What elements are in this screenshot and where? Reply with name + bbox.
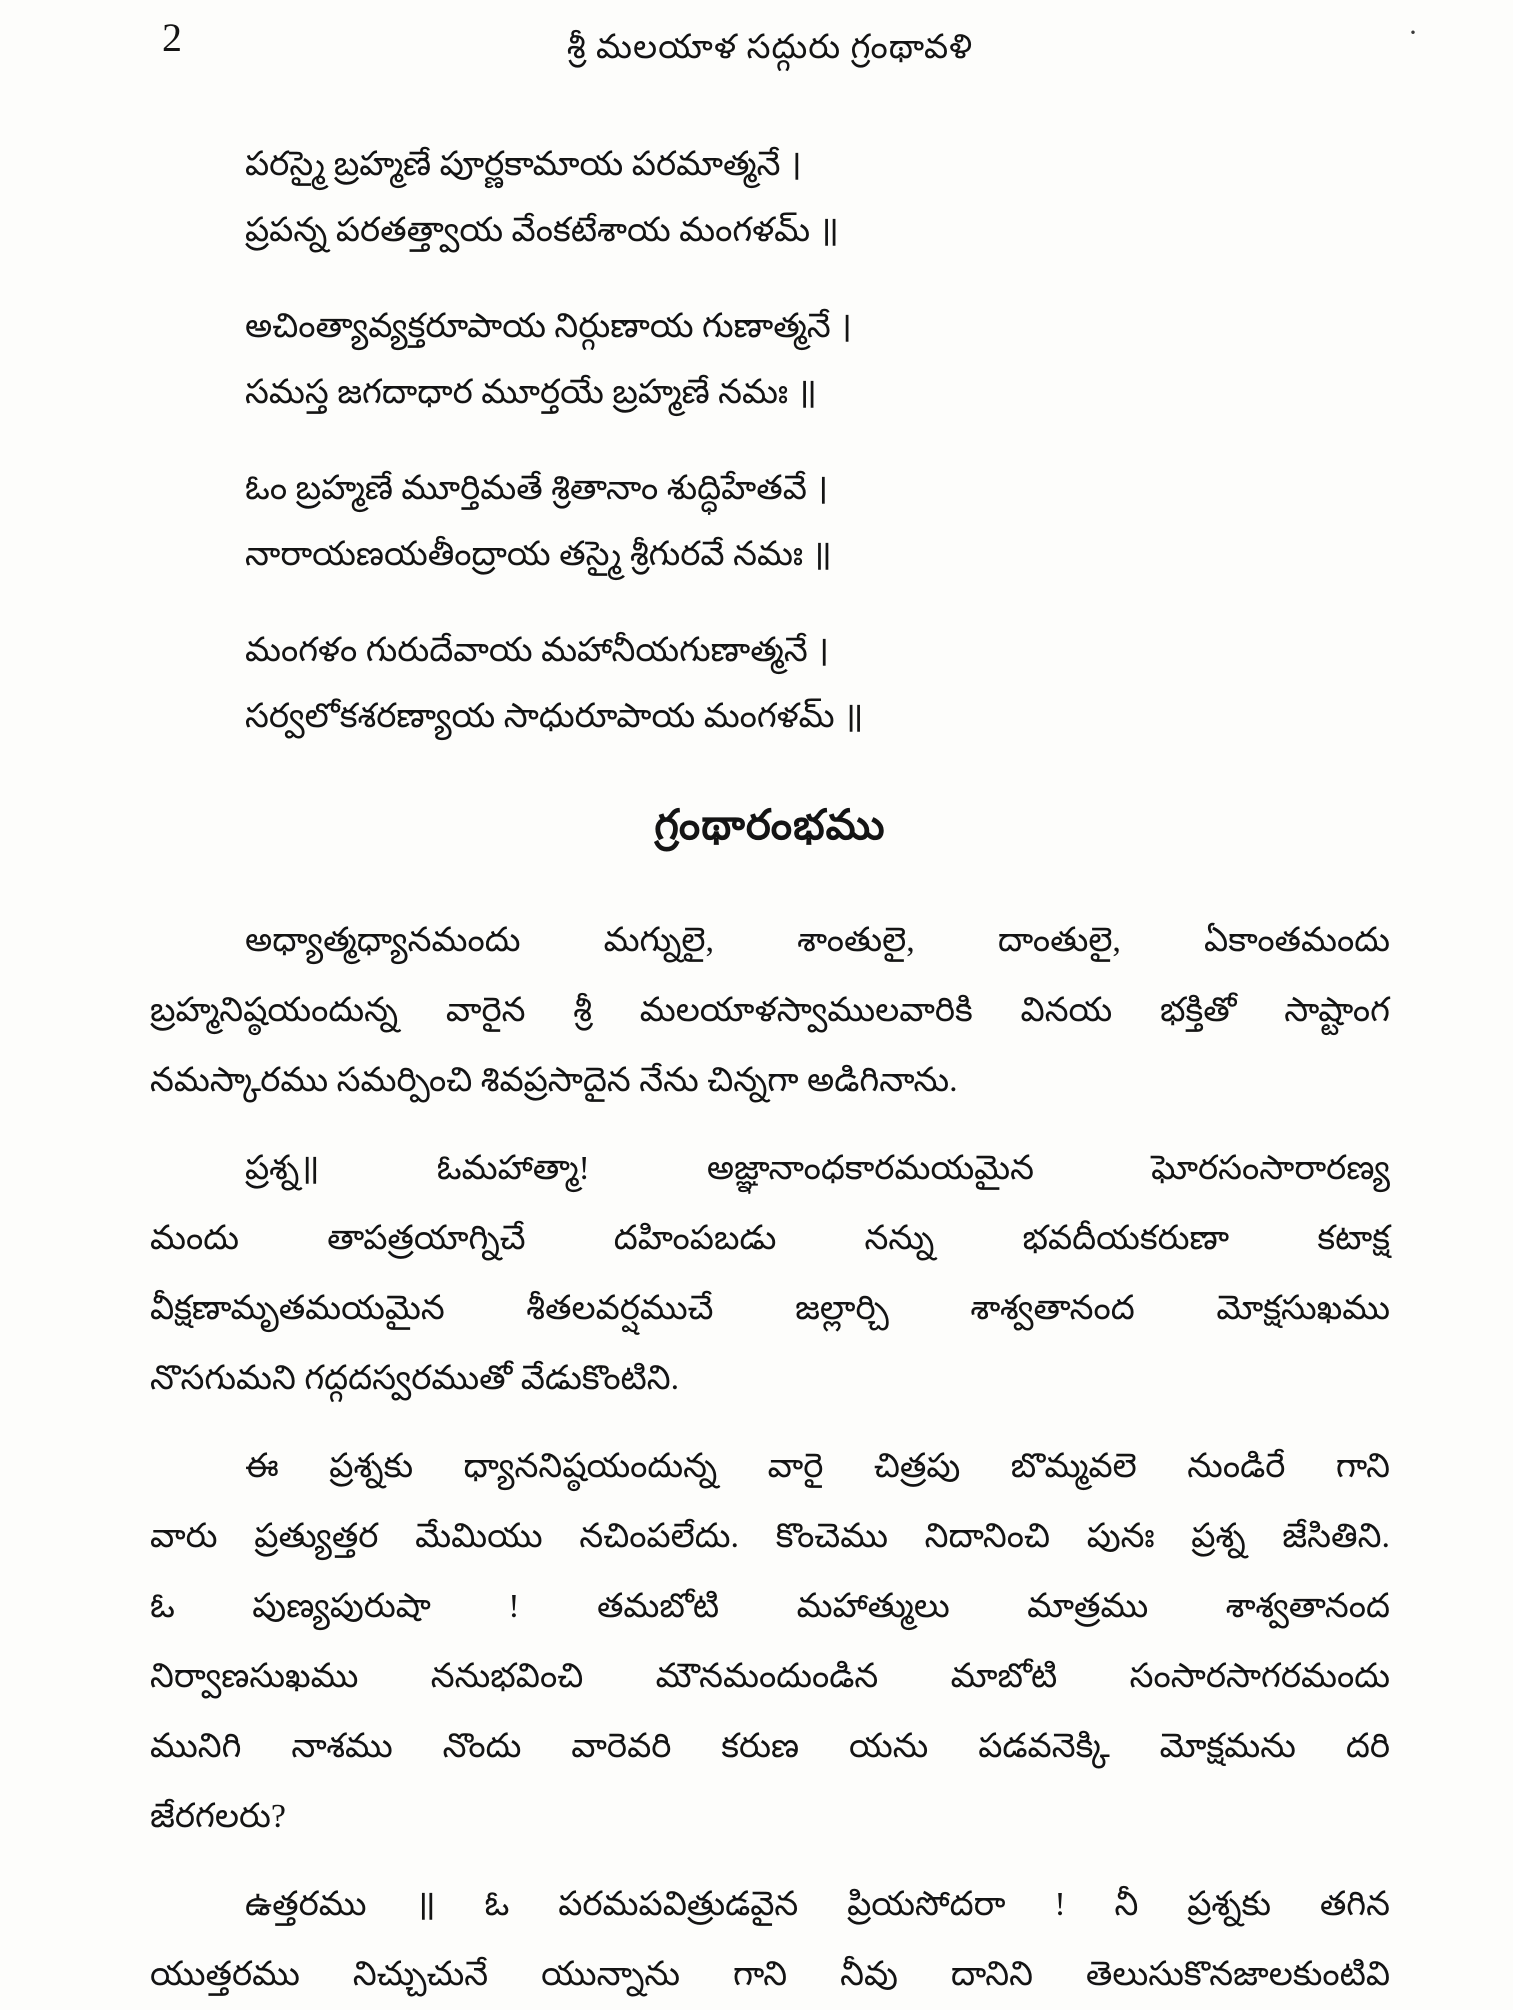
paragraph-line: ఉత్తరము ॥ ఓ పరమపవిత్రుడవైన ప్రియసోదరా ! నీ ప్రశ్నకు తగిన <box>245 1886 1390 1923</box>
paragraph-line: మందు తాపత్రయాగ్నిచే దహింపబడు నన్ను భవదీయకరుణా కటాక్ష <box>150 1220 1390 1257</box>
paragraph-line: మునిగి నాశము నొందు వారెవరి కరుణ యను పడవనెక్కి మోక్షమను దరి <box>150 1728 1390 1765</box>
verse-line: సర్వలోకశరణ్యాయ సాధురూపాయ మంగళమ్ ॥ <box>245 698 864 735</box>
paragraph-line: అధ్యాత్మధ్యానమందు మగ్నులై, శాంతులై, దాంతులై, ఏకాంతమందు <box>245 922 1390 959</box>
paragraph-line: వీక్షణామృతమయమైన శీతలవర్షముచే జల్లార్చి శాశ్వతానంద మోక్షసుఖము <box>150 1290 1390 1327</box>
paragraph-line: నొసగుమని గద్గదస్వరముతో వేడుకొంటిని. <box>150 1360 680 1397</box>
paragraph-line: నిర్వాణసుఖము ననుభవించి మౌనమందుండిన మాబోటి సంసారసాగరమందు <box>150 1658 1390 1695</box>
paragraph-line: బ్రహ్మనిష్ఠయందున్న వారైన శ్రీ మలయాళస్వాములవారికి వినయ భక్తితో సాష్టాంగ <box>150 992 1390 1029</box>
verse-line: పరస్మై బ్రహ్మణే పూర్ణకామాయ పరమాత్మనే । <box>245 146 802 183</box>
verse-couplet <box>245 456 1390 588</box>
paragraph <box>150 906 1390 1116</box>
verse-couplet <box>245 618 1390 750</box>
paragraph-line: ఈ ప్రశ్నకు ధ్యాననిష్ఠయందున్న వారై చిత్రపు బొమ్మవలె నుండిరే గాని <box>245 1448 1390 1485</box>
paragraph-line: జేరగలరు? <box>150 1798 286 1835</box>
verse-line: అచింత్యావ్యక్తరూపాయ నిర్గుణాయ గుణాత్మనే । <box>245 308 853 345</box>
verse-line: ప్రపన్న పరతత్త్వాయ వేంకటేశాయ మంగళమ్ ॥ <box>245 212 839 249</box>
running-header <box>150 0 1418 86</box>
body-text <box>150 906 1390 2010</box>
verse-line: నారాయణయతీంద్రాయ తస్మై శ్రీగురవే నమః ॥ <box>245 536 832 573</box>
paragraph <box>150 1870 1390 2010</box>
verse-couplet <box>245 132 1390 264</box>
section-heading: గ్రంథారంభము <box>654 803 886 849</box>
page-content <box>150 0 1418 2010</box>
paragraph <box>150 1134 1390 1414</box>
running-header-title: శ్రీ మలయాళ సద్గురు గ్రంథావళి <box>566 29 974 66</box>
paragraph <box>150 1432 1390 1852</box>
verse-line: మంగళం గురుదేవాయ మహానీయగుణాత్మనే । <box>245 632 830 669</box>
scan-artifact-dot: · <box>1408 16 1418 49</box>
verse-couplet <box>245 294 1390 426</box>
verse-line: ఓం బ్రహ్మణే మూర్తిమతే శ్రితానాం శుద్ధిహేతవే । <box>245 470 829 507</box>
verse-line: సమస్త జగదాధార మూర్తయే బ్రహ్మణే నమః ॥ <box>245 374 817 411</box>
paragraph-line: వారు ప్రత్యుత్తర మేమియు నచింపలేదు. కొంచెము నిదానించి పునః ప్రశ్న జేసితిని. <box>150 1518 1390 1555</box>
paragraph-line: నమస్కారము సమర్పించి శివప్రసాదైన నేను చిన్నగా అడిగినాను. <box>150 1062 958 1099</box>
paragraph-line: ఓ పుణ్యపురుషా ! తమబోటి మహాత్ములు మాత్రము శాశ్వతానంద <box>150 1588 1390 1625</box>
page-number: 2 <box>162 15 182 60</box>
paragraph-line: యుత్తరము నిచ్చుచునే యున్నాను గాని నీవు దానిని తెలుసుకొనజాలకుంటివి <box>150 1956 1390 1993</box>
invocation-verses <box>150 132 1390 750</box>
paragraph-line: ప్రశ్న॥ ఓమహాత్మా! అజ్ఞానాంధకారమయమైన ఘోరసంసారారణ్య <box>245 1150 1390 1187</box>
